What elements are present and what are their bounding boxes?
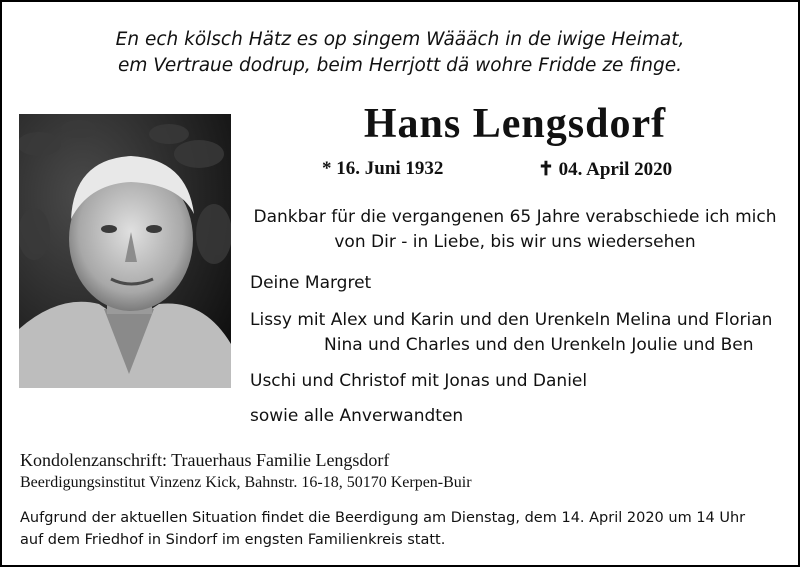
funeral-notice-line-1: Aufgrund der aktuellen Situation findet die Beerdigung am Dienstag, dem 14. April 2020 um 14 Uhr [20,510,746,526]
mourner-family-2: Uschi und Christof mit Jonas und Daniel [250,371,588,391]
funeral-notice-line-2: auf dem Friedhof in Sindorf im engsten Familienkreis statt. [20,532,446,548]
farewell-line-1: Dankbar für die vergangenen 65 Jahre verabschiede ich mich [253,207,777,227]
quote-line-2: em Vertraue dodrup, beim Herrjott dä wohre Fridde ze finge. [118,55,682,76]
death-date: ✝ 04. April 2020 [538,159,673,180]
mourner-family-1-line-1: Lissy mit Alex und Karin und den Urenkeln Melina und Florian [250,310,773,330]
mourner-wife: Deine Margret [250,273,372,293]
condolence-address: Kondolenzanschrift: Trauerhaus Familie Lengsdorf [20,450,390,470]
deceased-name: Hans Lengsdorf [363,101,667,147]
portrait-photo [19,114,231,388]
mourner-family-1-line-2: Nina und Charles und den Urenkeln Joulie und Ben [324,335,754,355]
quote-line-1: En ech kölsch Hätz es op singem Wäääch in de iwige Heimat, [115,29,685,50]
portrait-image [19,114,231,388]
birth-date: * 16. Juni 1932 [322,158,444,179]
funeral-home: Beerdigungsinstitut Vinzenz Kick, Bahnstr. 16-18, 50170 Kerpen-Buir [20,474,472,491]
farewell-line-2: von Dir - in Liebe, bis wir uns wiedersehen [334,232,696,252]
mourner-others: sowie alle Anverwandten [250,406,464,426]
